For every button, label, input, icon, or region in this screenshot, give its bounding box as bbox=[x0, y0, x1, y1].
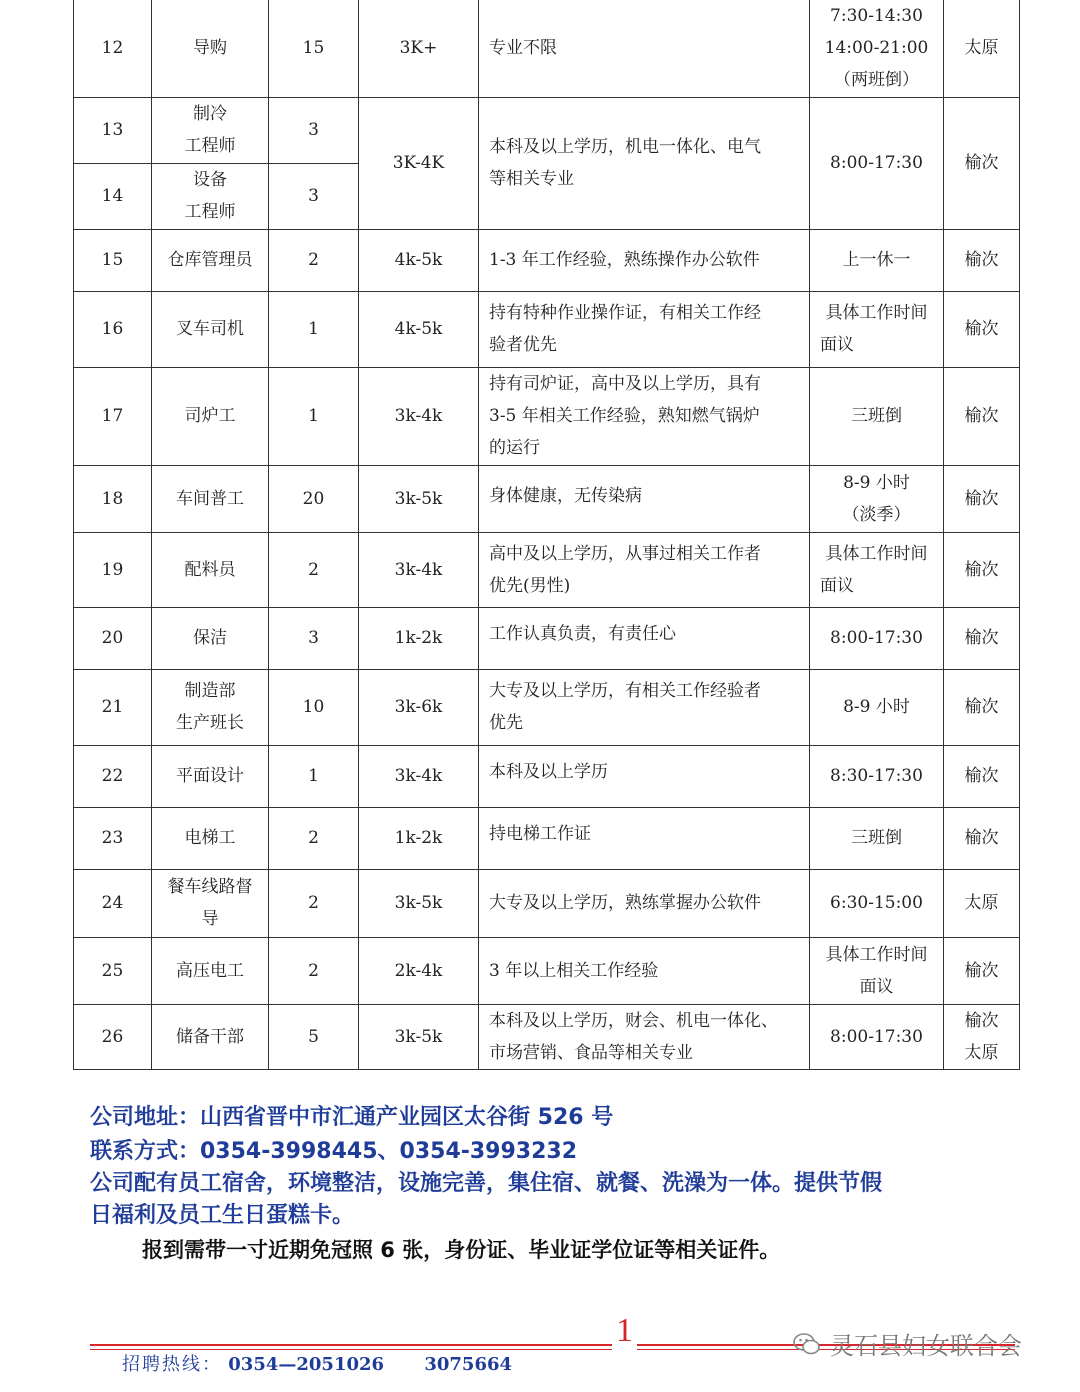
hotline-number-2: 3075664 bbox=[424, 1354, 513, 1375]
job-location: 榆次 bbox=[944, 532, 1020, 607]
job-requirements: 大专及以上学历，熟练掌握办公软件 bbox=[479, 869, 810, 937]
job-location: 榆次 bbox=[944, 937, 1020, 1004]
table-row bbox=[74, 1004, 1020, 1069]
table-row bbox=[74, 807, 1020, 869]
table-row bbox=[74, 291, 1020, 367]
job-requirements: 持有司炉证，高中及以上学历，具有 3-5 年相关工作经验，熟知燃气锅炉 的运行 bbox=[479, 367, 810, 465]
job-location: 榆次 bbox=[944, 669, 1020, 745]
job-headcount: 10 bbox=[269, 669, 359, 745]
job-number: 19 bbox=[74, 532, 152, 607]
job-requirements: 本科及以上学历 bbox=[479, 745, 810, 807]
job-location: 榆次 太原 bbox=[944, 1004, 1020, 1069]
job-requirements: 专业不限 bbox=[479, 0, 810, 97]
table-row bbox=[74, 367, 1020, 465]
job-location: 太原 bbox=[944, 0, 1020, 97]
table-row bbox=[74, 669, 1020, 745]
hotline-number-1: 0354—2051026 bbox=[228, 1354, 385, 1375]
job-headcount: 1 bbox=[269, 745, 359, 807]
job-headcount: 2 bbox=[269, 807, 359, 869]
job-title: 仓库管理员 bbox=[152, 229, 269, 291]
job-requirements: 本科及以上学历，机电一体化、电气 等相关专业 bbox=[479, 97, 810, 229]
job-salary: 3k-4k bbox=[359, 532, 479, 607]
job-number: 22 bbox=[74, 745, 152, 807]
job-salary: 3k-4k bbox=[359, 745, 479, 807]
job-listing-table bbox=[73, 0, 1020, 1070]
table-row bbox=[74, 97, 1020, 163]
job-hours: 8:00-17:30 bbox=[810, 607, 944, 669]
table-row bbox=[74, 532, 1020, 607]
wechat-watermark bbox=[792, 1326, 1022, 1361]
recruitment-hotline bbox=[122, 1350, 512, 1376]
job-title: 平面设计 bbox=[152, 745, 269, 807]
job-requirements: 大专及以上学历，有相关工作经验者 优先 bbox=[479, 669, 810, 745]
job-location: 榆次 bbox=[944, 807, 1020, 869]
job-number: 26 bbox=[74, 1004, 152, 1069]
job-title: 高压电工 bbox=[152, 937, 269, 1004]
job-number: 18 bbox=[74, 465, 152, 532]
job-number: 20 bbox=[74, 607, 152, 669]
job-salary: 3k-5k bbox=[359, 1004, 479, 1069]
job-number: 14 bbox=[74, 163, 152, 229]
job-salary: 3k-4k bbox=[359, 367, 479, 465]
job-location: 太原 bbox=[944, 869, 1020, 937]
job-headcount: 3 bbox=[269, 607, 359, 669]
job-hours: 8-9 小时 bbox=[810, 669, 944, 745]
job-headcount: 2 bbox=[269, 229, 359, 291]
job-hours: 7:30-14:30 14:00-21:00 （两班倒） bbox=[810, 0, 944, 97]
job-hours: 具体工作时间 面议 bbox=[810, 291, 944, 367]
job-headcount: 1 bbox=[269, 291, 359, 367]
job-hours: 8:00-17:30 bbox=[810, 97, 944, 229]
welfare-line-1: 公司配有员工宿舍，环境整洁，设施完善，集住宿、就餐、洗澡为一体。提供节假 bbox=[90, 1171, 883, 1196]
job-salary: 4k-5k bbox=[359, 229, 479, 291]
job-salary: 3k-6k bbox=[359, 669, 479, 745]
job-salary: 3k-5k bbox=[359, 465, 479, 532]
job-headcount: 2 bbox=[269, 937, 359, 1004]
job-salary: 1k-2k bbox=[359, 607, 479, 669]
job-title: 电梯工 bbox=[152, 807, 269, 869]
job-salary: 3K-4K bbox=[359, 97, 479, 229]
job-hours: 上一休一 bbox=[810, 229, 944, 291]
job-title: 制冷 工程师 bbox=[152, 97, 269, 163]
job-salary: 1k-2k bbox=[359, 807, 479, 869]
job-number: 15 bbox=[74, 229, 152, 291]
company-address: 公司地址：山西省晋中市汇通产业园区太谷街 526 号 bbox=[90, 1105, 614, 1130]
job-requirements: 持有特种作业操作证，有相关工作经 验者优先 bbox=[479, 291, 810, 367]
job-number: 16 bbox=[74, 291, 152, 367]
job-hours: 8-9 小时 （淡季） bbox=[810, 465, 944, 532]
job-location: 榆次 bbox=[944, 607, 1020, 669]
job-title: 储备干部 bbox=[152, 1004, 269, 1069]
welfare-line-2: 日福利及员工生日蛋糕卡。 bbox=[90, 1203, 355, 1228]
hotline-label: 招聘热线： bbox=[122, 1354, 222, 1375]
job-headcount: 2 bbox=[269, 532, 359, 607]
job-location: 榆次 bbox=[944, 291, 1020, 367]
job-title: 司炉工 bbox=[152, 367, 269, 465]
job-salary: 3K+ bbox=[359, 0, 479, 97]
job-headcount: 15 bbox=[269, 0, 359, 97]
table-row bbox=[74, 0, 1020, 97]
table-row bbox=[74, 745, 1020, 807]
job-location: 榆次 bbox=[944, 745, 1020, 807]
contact-phones: 联系方式：0354-3998445、0354-3993232 bbox=[90, 1139, 578, 1164]
table-row bbox=[74, 869, 1020, 937]
job-headcount: 20 bbox=[269, 465, 359, 532]
job-headcount: 1 bbox=[269, 367, 359, 465]
table-row bbox=[74, 937, 1020, 1004]
job-requirements: 1-3 年工作经验，熟练操作办公软件 bbox=[479, 229, 810, 291]
job-hours: 三班倒 bbox=[810, 807, 944, 869]
job-headcount: 2 bbox=[269, 869, 359, 937]
table-row bbox=[74, 465, 1020, 532]
job-requirements: 3 年以上相关工作经验 bbox=[479, 937, 810, 1004]
job-title: 制造部 生产班长 bbox=[152, 669, 269, 745]
job-location: 榆次 bbox=[944, 465, 1020, 532]
job-title: 餐车线路督 导 bbox=[152, 869, 269, 937]
job-salary: 3k-5k bbox=[359, 869, 479, 937]
job-title: 配料员 bbox=[152, 532, 269, 607]
job-location: 榆次 bbox=[944, 229, 1020, 291]
job-hours: 具体工作时间 面议 bbox=[810, 937, 944, 1004]
job-headcount: 3 bbox=[269, 97, 359, 163]
job-salary: 2k-4k bbox=[359, 937, 479, 1004]
job-hours: 8:00-17:30 bbox=[810, 1004, 944, 1069]
job-headcount: 5 bbox=[269, 1004, 359, 1069]
job-requirements: 本科及以上学历，财会、机电一体化、 市场营销、食品等相关专业 bbox=[479, 1004, 810, 1069]
job-number: 12 bbox=[74, 0, 152, 97]
job-number: 13 bbox=[74, 97, 152, 163]
job-title: 导购 bbox=[152, 0, 269, 97]
job-location: 榆次 bbox=[944, 97, 1020, 229]
job-hours: 具体工作时间 面议 bbox=[810, 532, 944, 607]
documents-note: 报到需带一寸近期免冠照 6 张，身份证、毕业证学位证等相关证件。 bbox=[142, 1238, 781, 1262]
job-number: 23 bbox=[74, 807, 152, 869]
job-title: 叉车司机 bbox=[152, 291, 269, 367]
job-location: 榆次 bbox=[944, 367, 1020, 465]
job-requirements: 持电梯工作证 bbox=[479, 807, 810, 869]
job-number: 17 bbox=[74, 367, 152, 465]
job-requirements: 工作认真负责，有责任心 bbox=[479, 607, 810, 669]
job-hours: 8:30-17:30 bbox=[810, 745, 944, 807]
wechat-icon bbox=[792, 1331, 822, 1357]
page-number: 1 bbox=[612, 1312, 637, 1350]
watermark-text: 灵石县妇女联合会 bbox=[830, 1332, 1022, 1360]
job-title: 设备 工程师 bbox=[152, 163, 269, 229]
job-title: 保洁 bbox=[152, 607, 269, 669]
job-hours: 三班倒 bbox=[810, 367, 944, 465]
job-requirements: 身体健康，无传染病 bbox=[479, 465, 810, 532]
job-number: 24 bbox=[74, 869, 152, 937]
job-salary: 4k-5k bbox=[359, 291, 479, 367]
job-headcount: 3 bbox=[269, 163, 359, 229]
job-title: 车间普工 bbox=[152, 465, 269, 532]
job-number: 21 bbox=[74, 669, 152, 745]
job-requirements: 高中及以上学历，从事过相关工作者 优先(男性) bbox=[479, 532, 810, 607]
table-row bbox=[74, 607, 1020, 669]
job-hours: 6:30-15:00 bbox=[810, 869, 944, 937]
table-row bbox=[74, 229, 1020, 291]
job-number: 25 bbox=[74, 937, 152, 1004]
